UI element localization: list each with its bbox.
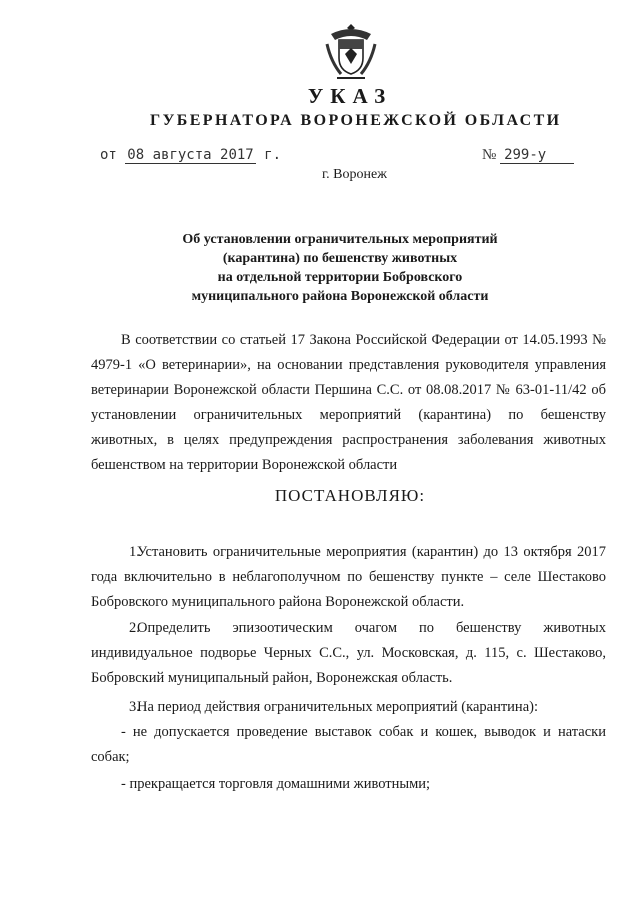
decree-item: 2.Определить эпизоотическим очагом по бешенству животных индивидуальное подворье Черных С.С., ул. Московская, д. 115, с. Шестаково, Бобровский муниципальный район, Воронежская область. [91,620,606,686]
document-number: № 299-у [482,147,574,164]
preamble-paragraph: В соответствии со статьей 17 Закона Российской Федерации от 14.05.1993 № 4979-1 «О ветеринарии», на основании представления руководителя управления ветеринарии Воронежской области Першина С.С. от 08.08.2017 № 63-01-11/42 об установлении ограничительных мероприятий (карантина) по бешенству животных, в целях предупреждения распространения заболевания животных бешенством на территории Воронежской области [91,332,606,473]
document-city: г. Воронеж [322,167,387,182]
document-heading: Об установлении ограничительных мероприятий (карантина) по бешенству животных на отдельной территории Бобровского муниципального района Воронежской области [182,232,498,304]
document-subtitle: ГУБЕРНАТОРА ВОРОНЕЖСКОЙ ОБЛАСТИ [150,112,562,129]
restriction-bullet: - не допускается проведение выставок собак и кошек, выводок и натаски собак; [91,724,606,765]
document-title: УКАЗ [307,84,393,108]
decree-item: 1.Установить ограничительные мероприятия (карантин) до 13 октября 2017 года включительно в неблагополучном по бешенству пункте – селе Шестаково Бобровского муниципального района Воронежской области. [91,544,606,610]
coat-of-arms-emblem [323,20,379,82]
number-value: 299-у [500,147,574,164]
decree-item: 3.На период действия ограничительных мероприятий (карантина): [129,699,538,715]
date-value: 08 августа 2017 [127,147,254,163]
decree-word: ПОСТАНОВЛЯЮ: [274,486,426,505]
document-date: от 08 августа 2017 г. [100,147,282,163]
restriction-bullet: - прекращается торговля домашними животными; [121,776,431,792]
